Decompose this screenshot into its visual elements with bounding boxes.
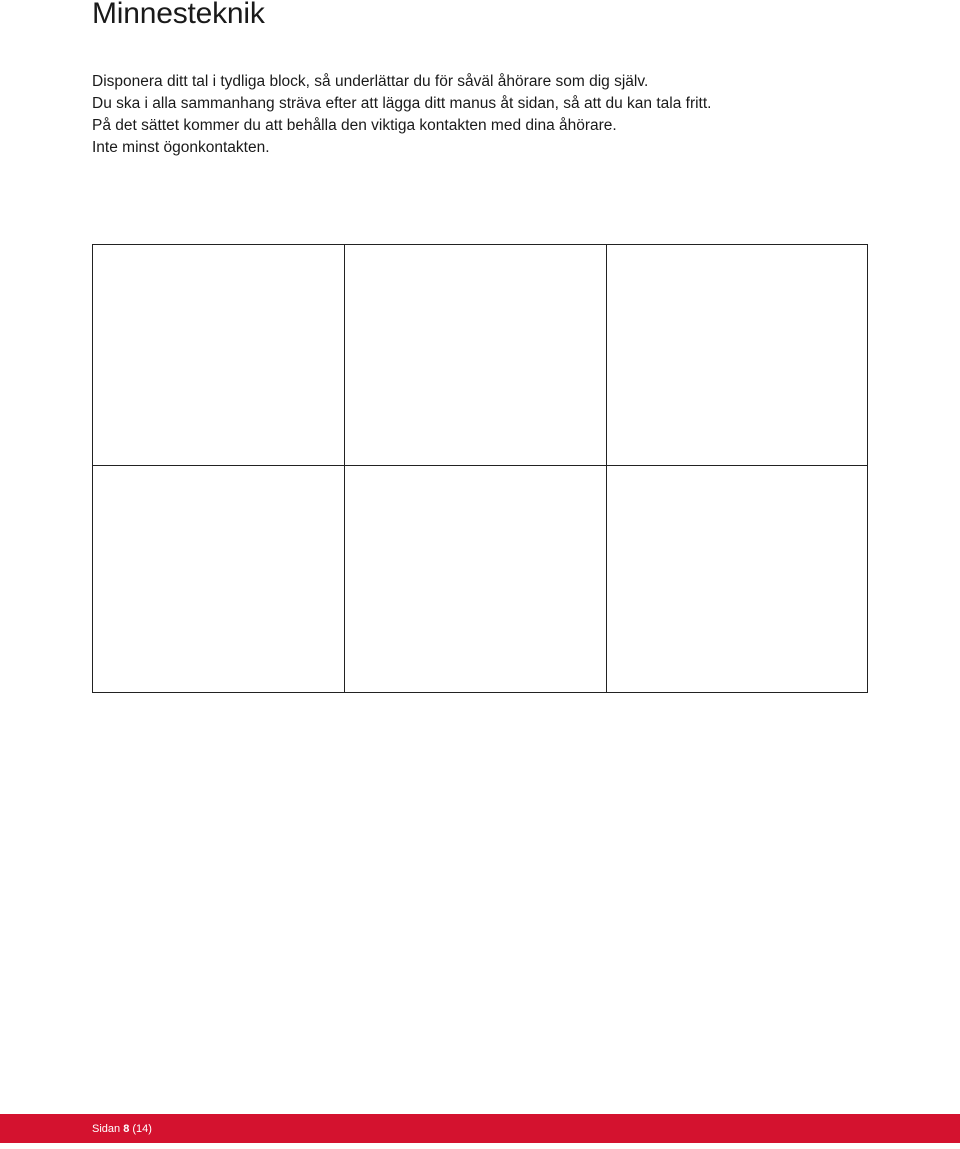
intro-text [92,71,932,159]
grid-cell-3 [607,245,866,465]
page-label: Sidan [92,1123,121,1135]
intro-line: Du ska i alla sammanhang sträva efter att lägga ditt manus åt sidan, så att du kan tala fritt. [92,95,712,112]
grid-cell-6 [607,466,866,691]
total-pages: (14) [132,1123,152,1135]
intro-line: Disponera ditt tal i tydliga block, så underlättar du för såväl åhörare som dig själv. [92,73,649,90]
intro-line: På det sättet kommer du att behålla den viktiga kontakten med dina åhörare. [92,117,617,134]
note-grid [92,244,868,693]
grid-cell-5 [345,466,606,691]
intro-line: Inte minst ögonkontakten. [92,139,270,156]
footer-bar [0,1114,960,1143]
page-title: Minnesteknik [92,0,265,30]
grid-cell-1 [93,245,344,465]
current-page: 8 [123,1123,130,1135]
grid-cell-2 [345,245,606,465]
grid-cell-4 [93,466,344,691]
page-number [92,1122,152,1136]
